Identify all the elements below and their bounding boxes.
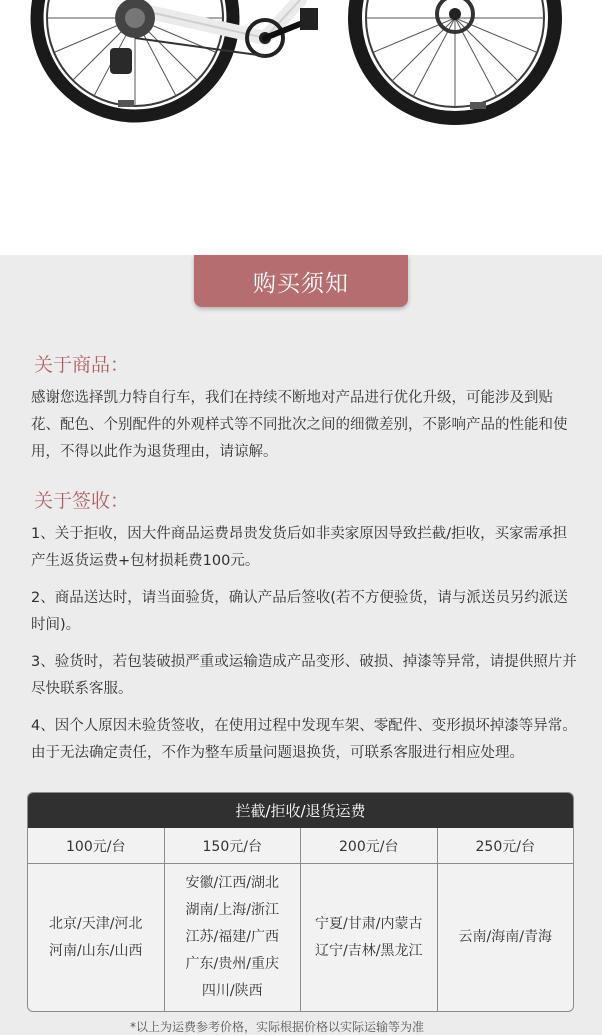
product-text: 感谢您选择凯力特自行车，我们在持续不断地对产品进行优化升级，可能涉及到贴花、配色、个别配件的外观样式等不同批次之间的细微差别，不影响产品的性能和使用，不得以此作为退货理由，请谅解。	[31, 390, 568, 460]
signing-item-2: 2、商品送达时，请当面验货，确认产品后签收(若不方便验货，请与派送员另约派送时间)。	[31, 590, 568, 633]
signing-item-4: 4、因个人原因未验货签收，在使用过程中发现车架、零配件、变形损坏掉漆等异常。由于无法确定责任，不作为整车质量问题退换货，可联系客服进行相应处理。	[31, 718, 577, 761]
region-cell	[165, 864, 302, 1011]
price-cell: 100元/台	[28, 828, 165, 864]
region-line: 广东/贵州/重庆	[185, 956, 279, 972]
price-cell: 200元/台	[301, 828, 438, 864]
bicycle-illustration	[0, 0, 602, 255]
fee-table	[27, 792, 574, 1012]
region-line: 江苏/福建/广西	[185, 929, 279, 945]
signing-heading: 关于签收：	[34, 490, 130, 512]
purchase-notice-section	[0, 255, 602, 1034]
fee-table-title: 拦截/拒收/退货运费	[28, 793, 573, 828]
price-cell: 250元/台	[438, 828, 574, 864]
region-line: 四川/陕西	[201, 983, 263, 999]
region-cell	[301, 864, 438, 1011]
region-line: 河南/山东/山西	[49, 942, 143, 959]
region-line: 湖南/上海/浙江	[185, 902, 279, 918]
notice-title-banner: 购买须知	[194, 255, 408, 307]
signing-item-3: 3、验货时，若包装破损严重或运输造成产品变形、破损、掉漆等异常，请提供照片并尽快联系客服。	[31, 654, 577, 697]
region-line: 宁夏/甘肃/内蒙古	[315, 915, 423, 932]
fee-region-row	[28, 864, 573, 1011]
region-line: 云南/海南/青海	[458, 929, 552, 945]
fee-price-row	[28, 828, 573, 864]
region-cell	[438, 864, 574, 1011]
region-line: 北京/天津/河北	[49, 915, 143, 932]
price-cell: 150元/台	[165, 828, 302, 864]
region-line: 辽宁/吉林/黑龙江	[315, 942, 423, 959]
region-line: 安徽/江西/湖北	[185, 875, 279, 891]
product-image-bicycle	[0, 0, 602, 255]
region-cell	[28, 864, 165, 1011]
product-heading: 关于商品：	[34, 354, 130, 376]
fee-footnote: *以上为运费参考价格，实际根据价格以实际运输等为准	[130, 1020, 425, 1034]
signing-item-1: 1、关于拒收，因大件商品运费昂贵发货后如非卖家原因导致拦截/拒收，买家需承担产生返货运费+包材损耗费100元。	[31, 526, 568, 569]
